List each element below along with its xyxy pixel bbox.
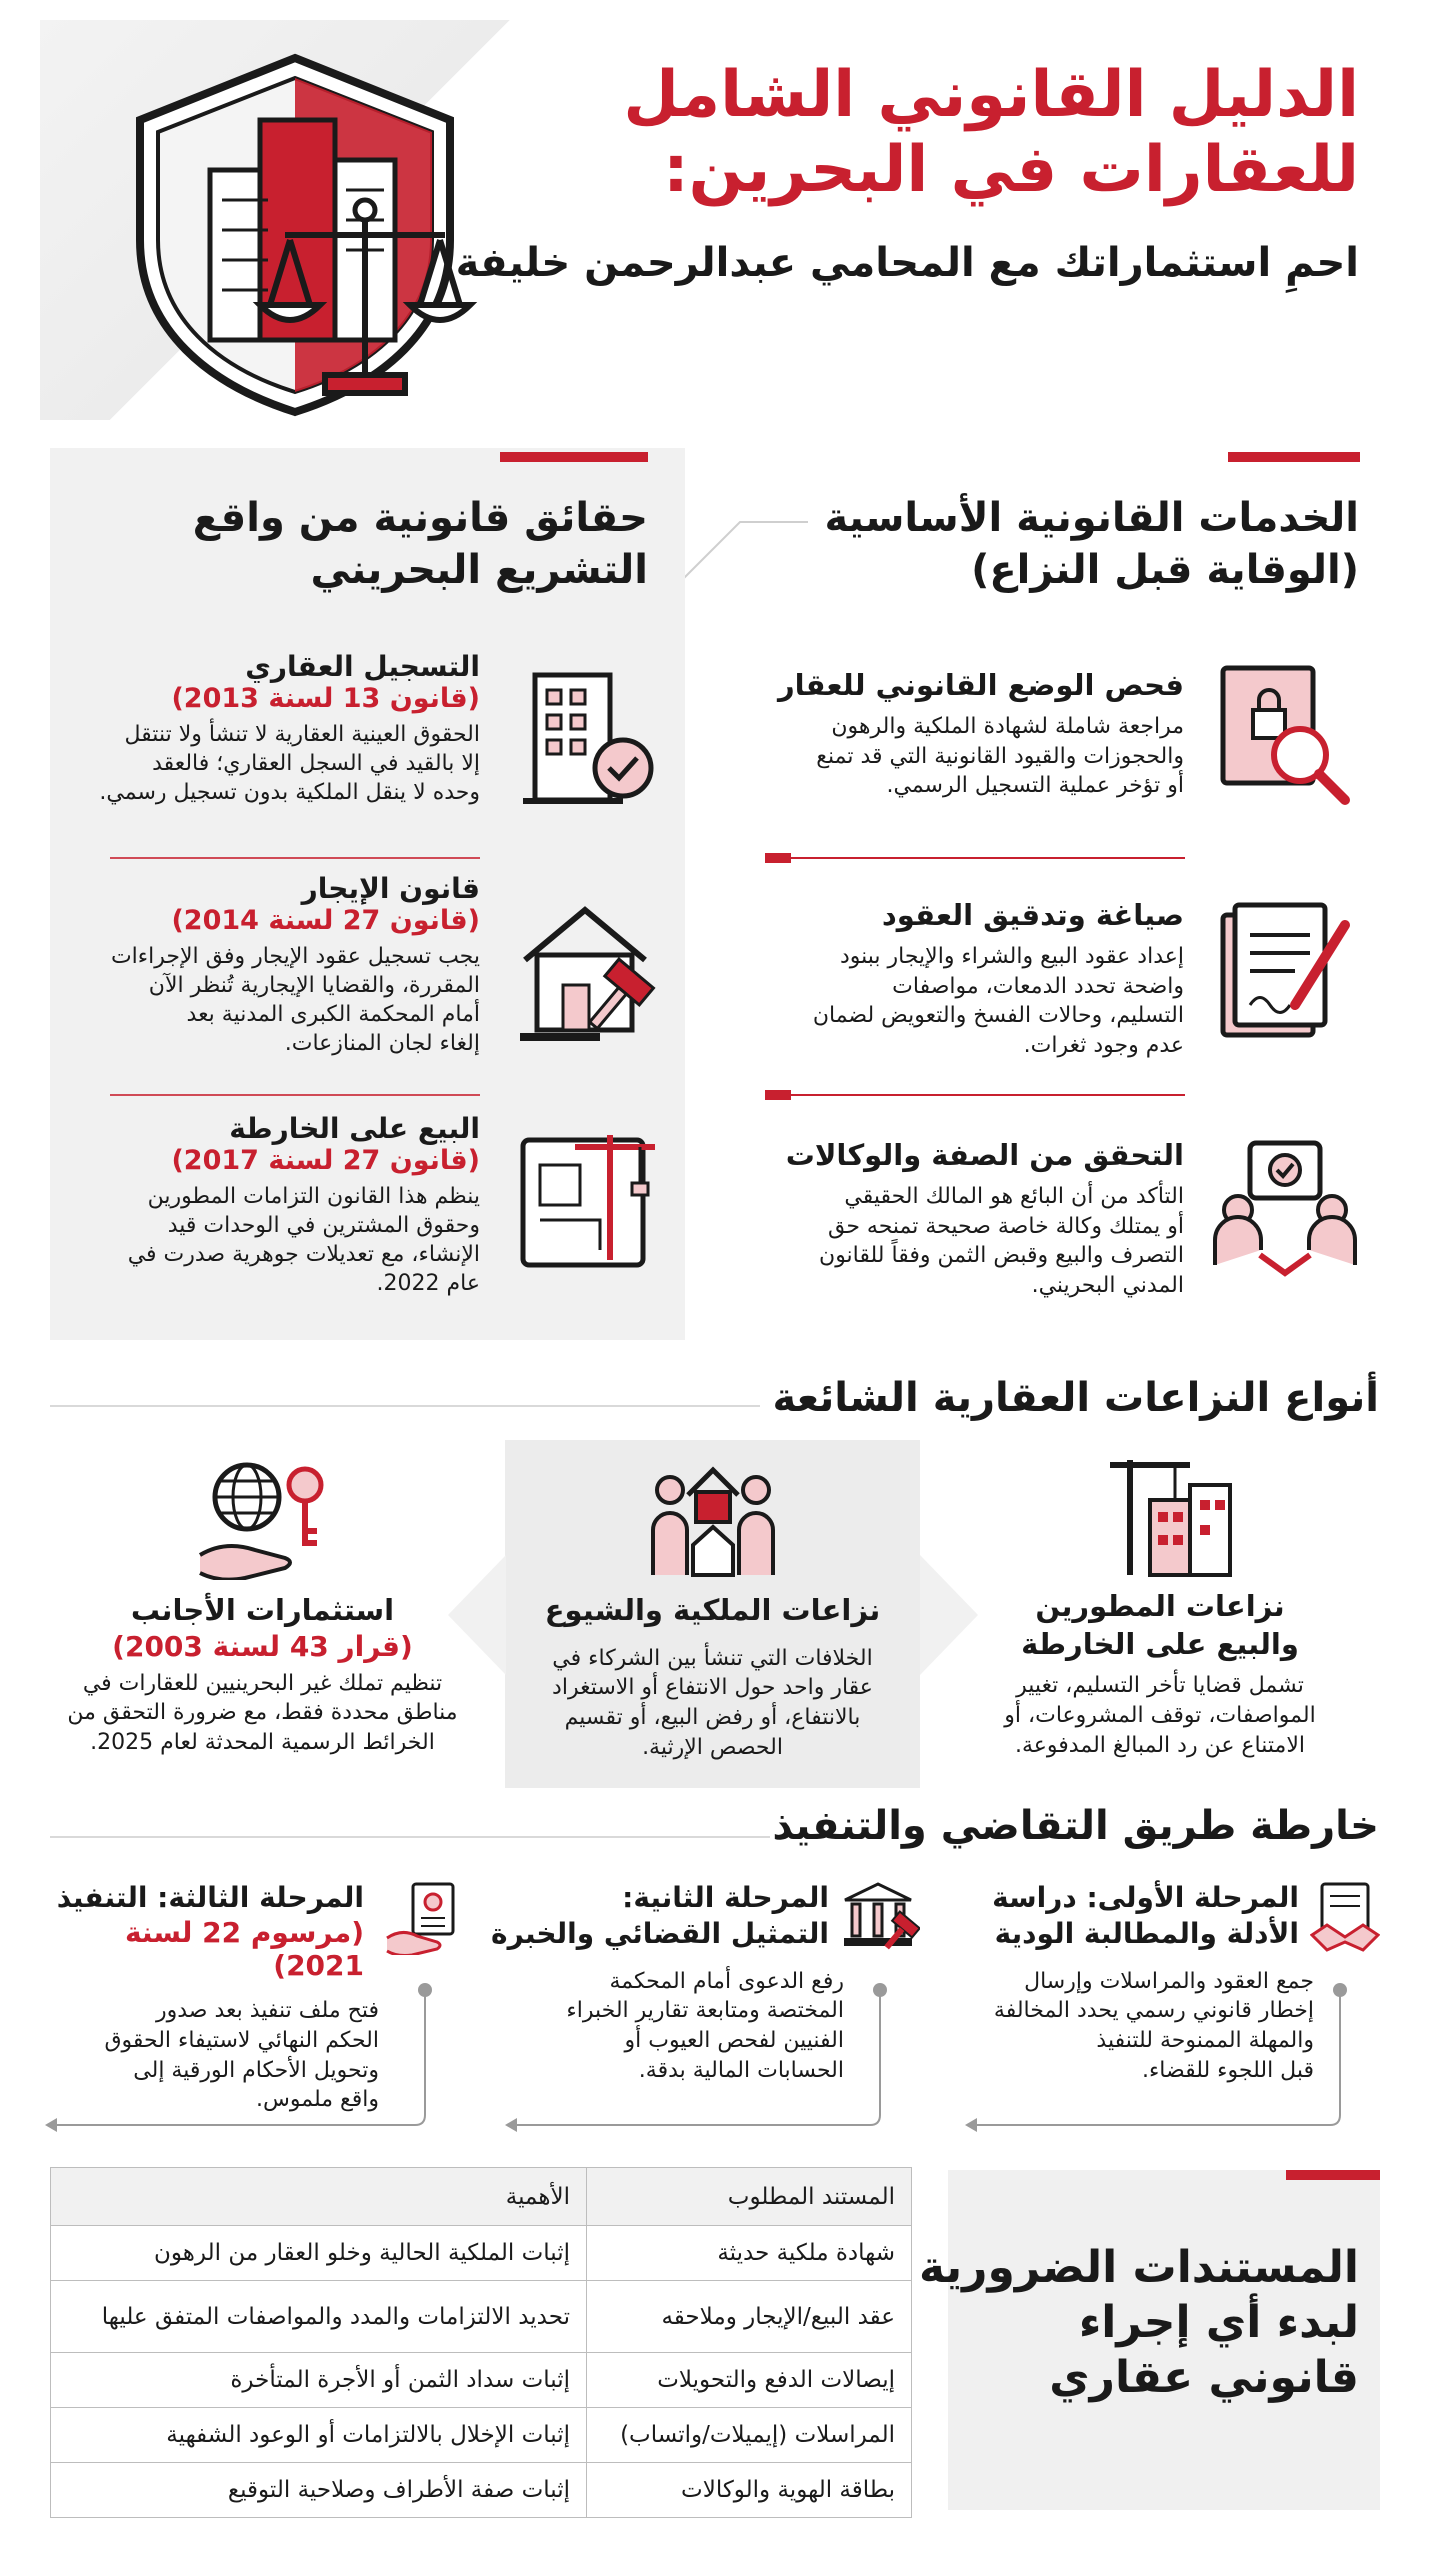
documents-table [50, 2167, 912, 2518]
fact-item [65, 650, 480, 807]
documents-accent-bar [1286, 2170, 1380, 2180]
page-subtitle: احمِ استثماراتك مع المحامي عبدالرحمن خليفة [455, 240, 1359, 286]
fact-title: قانون الإيجار [301, 872, 480, 905]
fact-line: يجب تسجيل عقود الإيجار وفق الإجراءات [110, 944, 480, 969]
dispute-title-line: نزاعات الملكية والشيوع [544, 1593, 881, 1627]
dispute-title [40, 1592, 485, 1630]
dispute-line: المواصفات، توقف المشروعات، أو [1004, 1703, 1316, 1729]
dispute-title [510, 1592, 915, 1630]
dispute-item [960, 1588, 1360, 1760]
dispute-title-line: استثمارات الأجانب [130, 1593, 395, 1627]
service-line: أو يمتلك وكالة خاصة صحيحة تمنحه حق [827, 1213, 1184, 1239]
fact-description [65, 720, 480, 807]
stage-title [469, 1880, 829, 1953]
stage-line: قبل اللجوء للقضاء. [1141, 2057, 1314, 2083]
service-item [744, 1138, 1184, 1301]
stage-description [469, 1967, 844, 2086]
stage-line: الفنيين لفحص العيوب أو [624, 2028, 844, 2054]
fact-description [65, 1182, 480, 1298]
stage-description [899, 1967, 1314, 2086]
house-gavel-icon [515, 895, 665, 1045]
people-house-icon [648, 1450, 778, 1580]
page-title-line2: للعقارات في البحرين: [663, 133, 1359, 207]
fact-line: عام 2022. [376, 1271, 480, 1297]
table-cell-importance: إثبات صفة الأطراف وصلاحية التوقيع [51, 2463, 587, 2518]
table-row [51, 2353, 912, 2408]
dispute-line: بالانتفاع، أو رفض البيع، أو تقسيم [564, 1705, 861, 1731]
service-description [744, 942, 1184, 1061]
courthouse-gavel-icon [840, 1880, 920, 1955]
stage-description [34, 1996, 379, 2115]
stage-title-line: المرحلة الأولى: دراسة [992, 1881, 1299, 1914]
divider [765, 1094, 1185, 1096]
dispute-description [510, 1644, 915, 1763]
dispute-law: (قرار 43 لسنة 2003) [112, 1629, 413, 1663]
dispute-line: الخرائط الرسمية المحدثة لعام 2025. [90, 1730, 435, 1756]
document-lock-search-icon [1215, 660, 1355, 810]
dispute-description [960, 1671, 1360, 1760]
roadmap-rule [50, 1836, 770, 1838]
dispute-item [40, 1592, 485, 1758]
disputes-heading: أنواع النزاعات العقارية الشائعة [772, 1375, 1379, 1421]
dispute-description [40, 1669, 485, 1758]
fact-line: إلا بالقيد في السجل العقاري؛ فالعقد [152, 751, 480, 777]
service-line: التصرف والبيع وقبض الثمن وفقاً للقانون [819, 1243, 1184, 1269]
column-header-document: المستند المطلوب [587, 2168, 912, 2226]
documents-heading-line: قانوني عقاري [1049, 2352, 1359, 2403]
document-handshake-icon [1310, 1880, 1380, 1955]
facts-heading-line2: التشريع البحريني [310, 547, 648, 593]
fact-law: (قانون 27 لسنة 2017) [171, 1145, 480, 1176]
divider [110, 1094, 480, 1096]
stage-title [899, 1880, 1299, 1953]
stage-line: فتح ملف تنفيذ بعد صدور [155, 1998, 379, 2024]
service-line: المدني البحريني. [1031, 1273, 1184, 1299]
document-hand-icon [385, 1880, 460, 1955]
service-item [744, 668, 1184, 801]
table-cell-importance: إثبات الإخلال بالالتزامات أو الوعود الشفهية [51, 2408, 587, 2463]
fact-line: أمام المحكمة الكبرى المدنية بعد [186, 1002, 480, 1028]
services-heading [824, 492, 1359, 596]
stage-line: المختصة ومتابعة تقارير الخبراء [566, 1998, 844, 2024]
stage-line: الحسابات المالية بدقة. [638, 2057, 844, 2083]
dispute-title-line: نزاعات المطورين [1035, 1589, 1285, 1623]
fact-line: الحقوق العينية العقارية لا تنشأ ولا تنتقل [124, 722, 480, 747]
crane-building-icon [1105, 1450, 1235, 1580]
table-header-row [51, 2168, 912, 2226]
facts-heading-line1: حقائق قانونية من واقع [192, 495, 648, 541]
fact-law: (قانون 13 لسنة 2013) [171, 683, 480, 714]
table-cell-document: شهادة ملكية حديثة [587, 2226, 912, 2281]
service-line: إعداد عقود البيع والشراء والإيجار ببنود [839, 944, 1184, 969]
table-cell-importance: إثبات الملكية الحالية وخلو العقار من الرهون [51, 2226, 587, 2281]
dispute-line: تنظيم تملك غير البحرينيين للعقارات في [82, 1670, 443, 1696]
blueprint-crane-icon [515, 1125, 665, 1275]
facts-heading [100, 492, 648, 596]
dispute-item [510, 1592, 915, 1762]
handshake-verify-icon [1210, 1135, 1360, 1285]
table-cell-document: المراسلات (إيميلات/واتساب) [587, 2408, 912, 2463]
documents-heading [919, 2240, 1359, 2405]
disputes-rule [50, 1405, 760, 1407]
divider [110, 857, 480, 859]
dispute-line: الامتناع عن رد المبالغ المدفوعة. [1015, 1732, 1305, 1758]
table-row [51, 2226, 912, 2281]
stage-law: (مرسوم 22 لسنة 2021) [124, 1916, 364, 1983]
dispute-title-line: والبيع على الخارطة [1021, 1626, 1299, 1661]
service-line: أو تؤخر عملية التسجيل الرسمي. [886, 773, 1184, 799]
services-heading-line1: الخدمات القانونية الأساسية [824, 495, 1359, 541]
fact-item [65, 872, 480, 1058]
services-heading-line2: (الوقاية قبل النزاع) [971, 547, 1359, 593]
page-title-line1: الدليل القانوني الشامل [623, 58, 1359, 132]
fact-law: (قانون 27 لسنة 2014) [171, 905, 480, 936]
divider-mark [765, 853, 791, 863]
fact-line: إلغاء لجان المنازعات. [284, 1031, 480, 1057]
stage-title: المرحلة الثالثة: التنفيذ [56, 1881, 364, 1914]
shield-scales-logo [110, 50, 480, 420]
table-cell-importance: إثبات سداد الثمن أو الأجرة المتأخرة [51, 2353, 587, 2408]
table-row [51, 2281, 912, 2353]
table-row [51, 2408, 912, 2463]
service-title: صياغة وتدقيق العقود [881, 898, 1184, 932]
roadmap-heading: خارطة طريق التقاضي والتنفيذ [772, 1803, 1379, 1849]
service-title: فحص الوضع القانوني للعقار [777, 668, 1184, 702]
service-line: واضحة تحدد الدمعات، مواصفات [892, 973, 1184, 999]
stage-line: رفع الدعوى أمام المحكمة [609, 1968, 844, 1994]
services-connector [680, 520, 810, 590]
dispute-line: مناطق محددة فقط، مع ضرورة التحقق من [67, 1700, 458, 1726]
table-row [51, 2463, 912, 2518]
table-cell-importance: تحديد الالتزامات والمدد والمواصفات المتفق عليها [51, 2281, 587, 2353]
table-cell-document: بطاقة الهوية والوكالات [587, 2463, 912, 2518]
services-accent-bar [1228, 452, 1360, 462]
dispute-title [960, 1588, 1360, 1663]
fact-line: المقررة، والقضايا الإيجارية تُنظر الآن [148, 973, 480, 999]
stage-line: جمع العقود والمراسلات وإرسال [1024, 1968, 1314, 1994]
stage-title-line: التمثيل القضائي والخبرة [491, 1917, 829, 1951]
dispute-line: الخلافات التي تنشأ بين الشركاء في [552, 1645, 873, 1671]
globe-key-hand-icon [195, 1455, 345, 1580]
contract-pen-icon [1215, 895, 1355, 1045]
dispute-line: تشمل قضايا تأخر التسليم، تغيير [1016, 1673, 1304, 1699]
service-line: التسليم، وحالات الفسخ والتعويض لضمان [812, 1003, 1184, 1029]
facts-accent-bar [500, 452, 648, 462]
documents-heading-line: لبدء أي إجراء [1078, 2297, 1359, 2348]
service-line: عدم وجود ثغرات. [1023, 1033, 1184, 1059]
stage-line: وتحويل الأحكام الورقية إلى [133, 2057, 379, 2083]
building-check-icon [515, 660, 665, 810]
dispute-line: عقار واحد حول الانتفاع أو الاستغراد [552, 1675, 873, 1701]
service-title: التحقق من الصفة والوكالات [785, 1138, 1184, 1172]
service-line: التأكد من أن البائع هو المالك الحقيقي [844, 1184, 1184, 1209]
roadmap-stage [34, 1880, 379, 2115]
column-header-importance: الأهمية [51, 2168, 587, 2226]
divider [765, 857, 1185, 859]
stage-title-line: الأدلة والمطالبة الودية [994, 1917, 1299, 1951]
stage-line: واقع ملموس. [256, 2087, 379, 2113]
stage-line: الحكم النهائي لاستيفاء الحقوق [104, 2028, 379, 2054]
roadmap-stage [899, 1880, 1314, 2086]
fact-title: التسجيل العقاري [245, 650, 480, 683]
stage-title-line: المرحلة الثانية: [622, 1881, 829, 1914]
fact-description [65, 942, 480, 1058]
stage-line: والمهلة الممنوحة للتنفيذ [1096, 2028, 1314, 2054]
service-description [744, 712, 1184, 801]
fact-line: وحقوق المشترين في الوحدات قيد [167, 1213, 480, 1239]
fact-line: ينظم هذا القانون التزامات المطورين [147, 1184, 480, 1209]
service-line: مراجعة شاملة لشهادة الملكية والرهون [831, 714, 1184, 739]
service-line: والحجوزات والقيود القانونية التي قد تمنع [816, 743, 1184, 769]
stage-line: إخطار قانوني رسمي يحدد المخالفة [993, 1998, 1314, 2024]
table-cell-document: عقد البيع/الإيجار وملاحقه [587, 2281, 912, 2353]
service-item [744, 898, 1184, 1061]
dispute-line: الحصص الإرثية. [642, 1734, 783, 1760]
table-cell-document: إيصالات الدفع والتحويلات [587, 2353, 912, 2408]
fact-line: وحده لا ينقل الملكية بدون تسجيل رسمي. [99, 780, 480, 806]
fact-item [65, 1112, 480, 1298]
documents-heading-line: المستندات الضرورية [918, 2242, 1359, 2293]
fact-title: البيع على الخارطة [229, 1112, 480, 1145]
fact-line: الإنشاء، مع تعديلات جوهرية صدرت في [127, 1242, 480, 1268]
service-description [744, 1182, 1184, 1301]
roadmap-stage [469, 1880, 844, 2086]
divider-mark [765, 1090, 791, 1100]
